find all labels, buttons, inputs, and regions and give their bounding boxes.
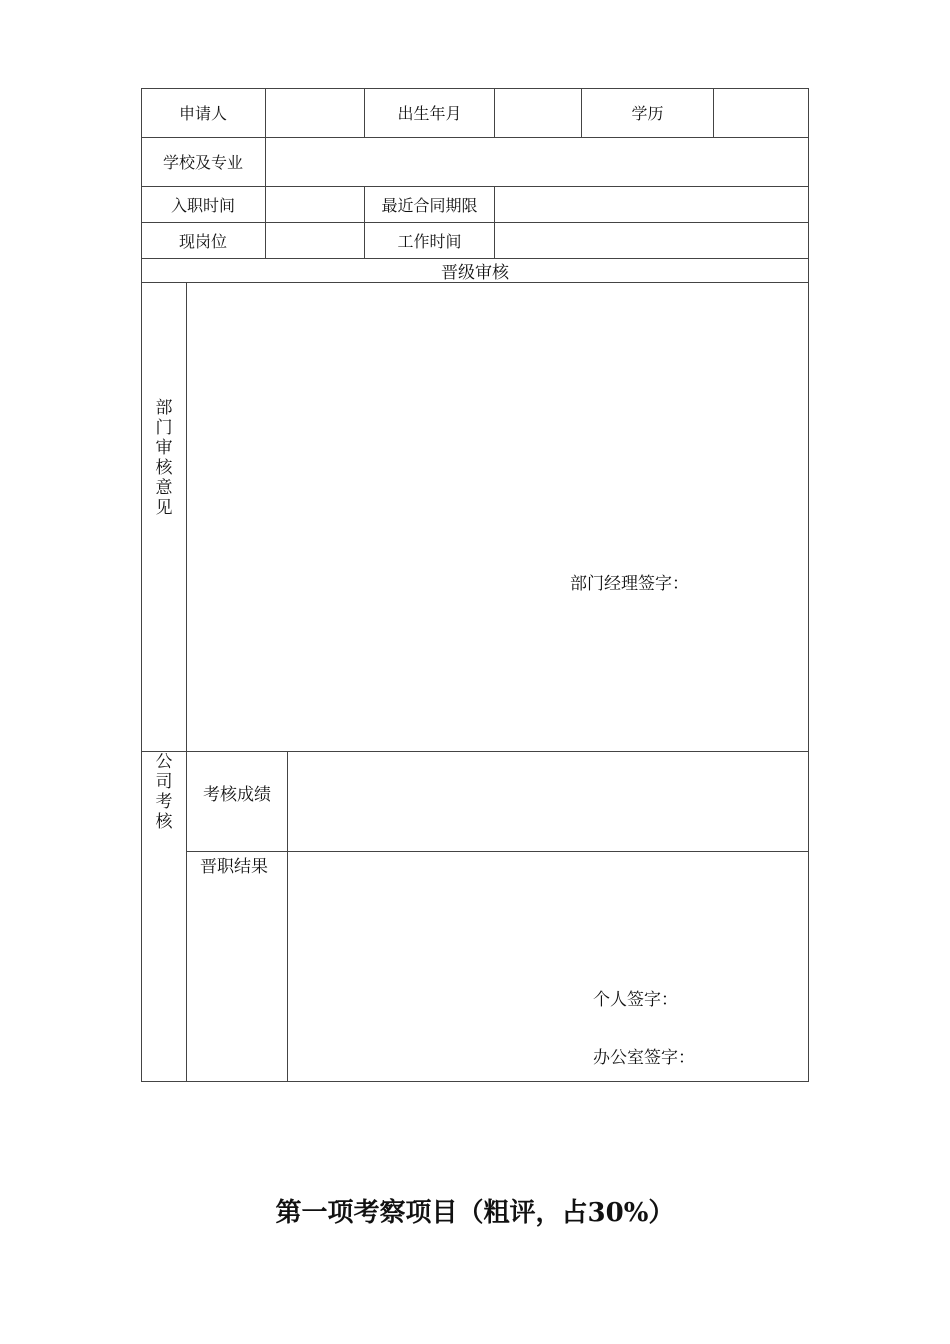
promotion-form (141, 88, 809, 1082)
score-field[interactable] (288, 752, 808, 851)
company-review-label: 公司考核 (155, 752, 173, 832)
work-time-label: 工作时间 (397, 231, 462, 251)
personal-signature-label: 个人签字： (593, 990, 678, 1010)
office-signature-label: 办公室签字： (593, 1048, 695, 1068)
current-position-field[interactable] (266, 223, 363, 257)
table-border (808, 88, 809, 1082)
section-title: 晋级审核 (441, 262, 509, 283)
section-heading: 第一项考察项目（粗评，占30%） (275, 1198, 675, 1228)
hire-date-field[interactable] (266, 187, 363, 221)
education-label: 学历 (631, 104, 664, 123)
dept-review-field[interactable] (187, 283, 808, 750)
result-label: 晋职结果 (200, 857, 268, 877)
applicant-label: 申请人 (178, 104, 227, 123)
school-major-label: 学校及专业 (162, 153, 243, 172)
result-field[interactable] (288, 852, 808, 1081)
education-field[interactable] (714, 89, 807, 136)
contract-term-label: 最近合同期限 (381, 195, 478, 215)
school-major-field[interactable] (266, 138, 807, 185)
table-border (141, 1081, 809, 1082)
dept-review-label: 部门审核意见 (155, 398, 173, 518)
work-time-field[interactable] (495, 223, 807, 257)
birth-date-field[interactable] (495, 89, 580, 136)
contract-term-field[interactable] (495, 187, 807, 221)
dept-manager-signature-label: 部门经理签字： (570, 574, 689, 594)
current-position-label: 现岗位 (178, 231, 227, 251)
applicant-field[interactable] (266, 89, 363, 136)
birth-date-label: 出生年月 (397, 104, 462, 123)
hire-date-label: 入职时间 (170, 195, 235, 215)
score-label: 考核成绩 (203, 784, 271, 805)
